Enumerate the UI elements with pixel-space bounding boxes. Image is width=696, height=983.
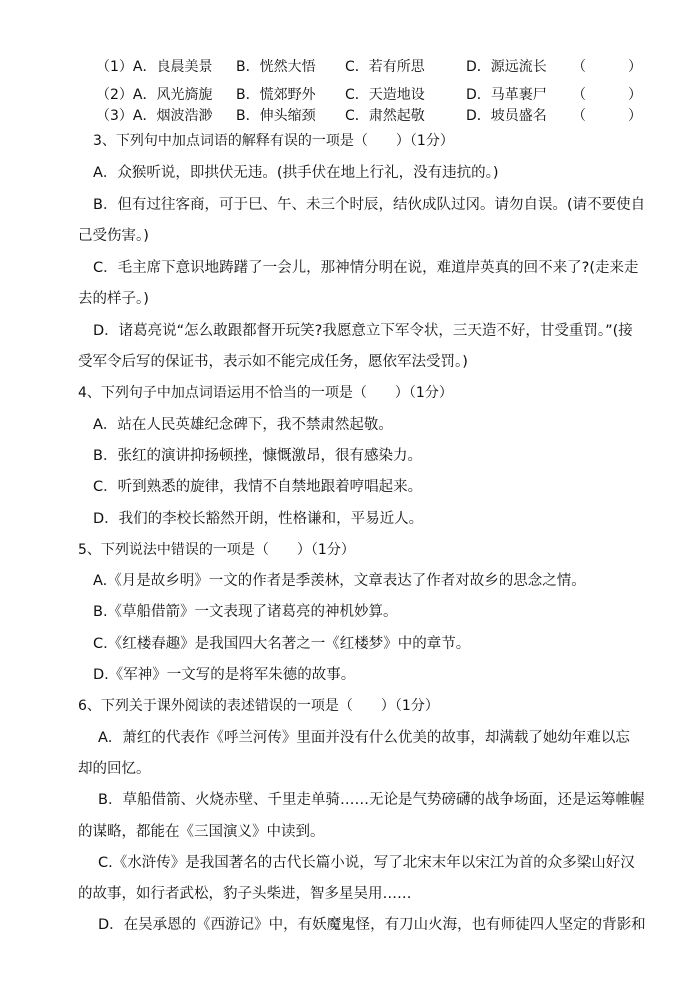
q6-option-b: B．草船借箭、火烧赤壁、千里走单骑……无论是气势磅礴的战争场面，还是运筹帷幄	[98, 792, 645, 808]
option-c: C．若有所思	[345, 59, 425, 75]
option-b: B．慌郊野外	[236, 87, 316, 103]
answer-paren: （ ）	[572, 108, 642, 124]
option-c: C．天造地设	[345, 87, 425, 103]
q6-option-c: C.《水浒传》是我国著名的古代长篇小说，写了北宋末年以宋江为首的众多梁山好汉	[98, 855, 635, 871]
q6-option-d: D．在吴承恩的《西游记》中，有妖魔鬼怪，有刀山火海，也有师徒四人坚定的背影和	[98, 917, 646, 933]
q6-option-a-cont: 却的回忆。	[78, 761, 151, 777]
q5-option-d: D.《军神》一文写的是将军朱德的故事。	[93, 667, 356, 683]
q5-option-a: A.《月是故乡明》一文的作者是季羡林，文章表达了作者对故乡的思念之情。	[93, 573, 586, 589]
answer-paren: （ ）	[572, 59, 642, 75]
answer-paren: （ ）	[572, 87, 642, 103]
q3-option-d: D．诸葛亮说“怎么敢跟都督开玩笑?我愿意立下军令状，三天造不好，甘受重罚。”(接	[93, 323, 633, 339]
q6-option-a: A．萧红的代表作《呼兰河传》里面并没有什么优美的故事，却满载了她幼年难以忘	[98, 730, 630, 746]
question-3-stem: 3、下列句中加点词语的解释有误的一项是（ ）（1分）	[93, 133, 454, 149]
option-a: （3）A．烟波浩渺	[96, 108, 213, 124]
q3-option-b-cont: 己受伤害。)	[78, 228, 149, 244]
question-4-stem: 4、下列句子中加点词语运用不恰当的一项是（ ）（1分）	[78, 385, 453, 401]
q3-option-b: B．但有过往客商，可于巳、午、未三个时辰，结伙成队过冈。请勿自误。(请不要使自	[93, 197, 646, 213]
q6-option-b-cont: 的谋略，都能在《三国演义》中读到。	[78, 824, 325, 840]
q5-option-b: B.《草船借箭》一文表现了诸葛亮的神机妙算。	[93, 604, 398, 620]
question-6-stem: 6、下列关于课外阅读的表述错误的一项是（ ）（1分）	[78, 698, 439, 714]
q3-option-c: C．毛主席下意识地踌躇了一会儿，那神情分明在说，难道岸英真的回不来了?(走来走	[93, 260, 639, 276]
option-b: B．恍然大悟	[236, 59, 316, 75]
option-b: B．伸头缩颈	[236, 108, 316, 124]
q3-option-c-cont: 去的样子。)	[78, 291, 149, 307]
q5-option-c: C.《红楼春趣》是我国四大名著之一《红楼梦》中的章节。	[93, 636, 471, 652]
option-a: （1）A．良晨美景	[96, 59, 213, 75]
q4-option-c: C．听到熟悉的旋律，我情不自禁地跟着哼唱起来。	[93, 479, 423, 495]
option-d: D．坡员盛名	[466, 108, 547, 124]
question-5-stem: 5、下列说法中错误的一项是（ ）（1分）	[78, 542, 355, 558]
option-c: C．肃然起敬	[345, 108, 425, 124]
q3-option-a: A．众猴听说，即拱伏无违。(拱手伏在地上行礼，没有违抗的。)	[93, 165, 499, 181]
q3-option-d-cont: 受军令后写的保证书，表示如不能完成任务，愿依军法受罚。)	[78, 354, 468, 370]
option-d: D．源远流长	[466, 59, 547, 75]
q4-option-a: A．站在人民英雄纪念碑下，我不禁肃然起敬。	[93, 417, 393, 433]
q4-option-b: B．张红的演讲抑扬顿挫，慷慨激昂，很有感染力。	[93, 448, 422, 464]
option-d: D．马革裹尸	[466, 87, 547, 103]
q6-option-c-cont: 的故事，如行者武松，豹子头柴进，智多星吴用……	[78, 886, 412, 902]
q4-option-d: D．我们的李校长豁然开朗，性格谦和，平易近人。	[93, 511, 424, 527]
option-a: （2）A．风光旖旎	[96, 87, 213, 103]
